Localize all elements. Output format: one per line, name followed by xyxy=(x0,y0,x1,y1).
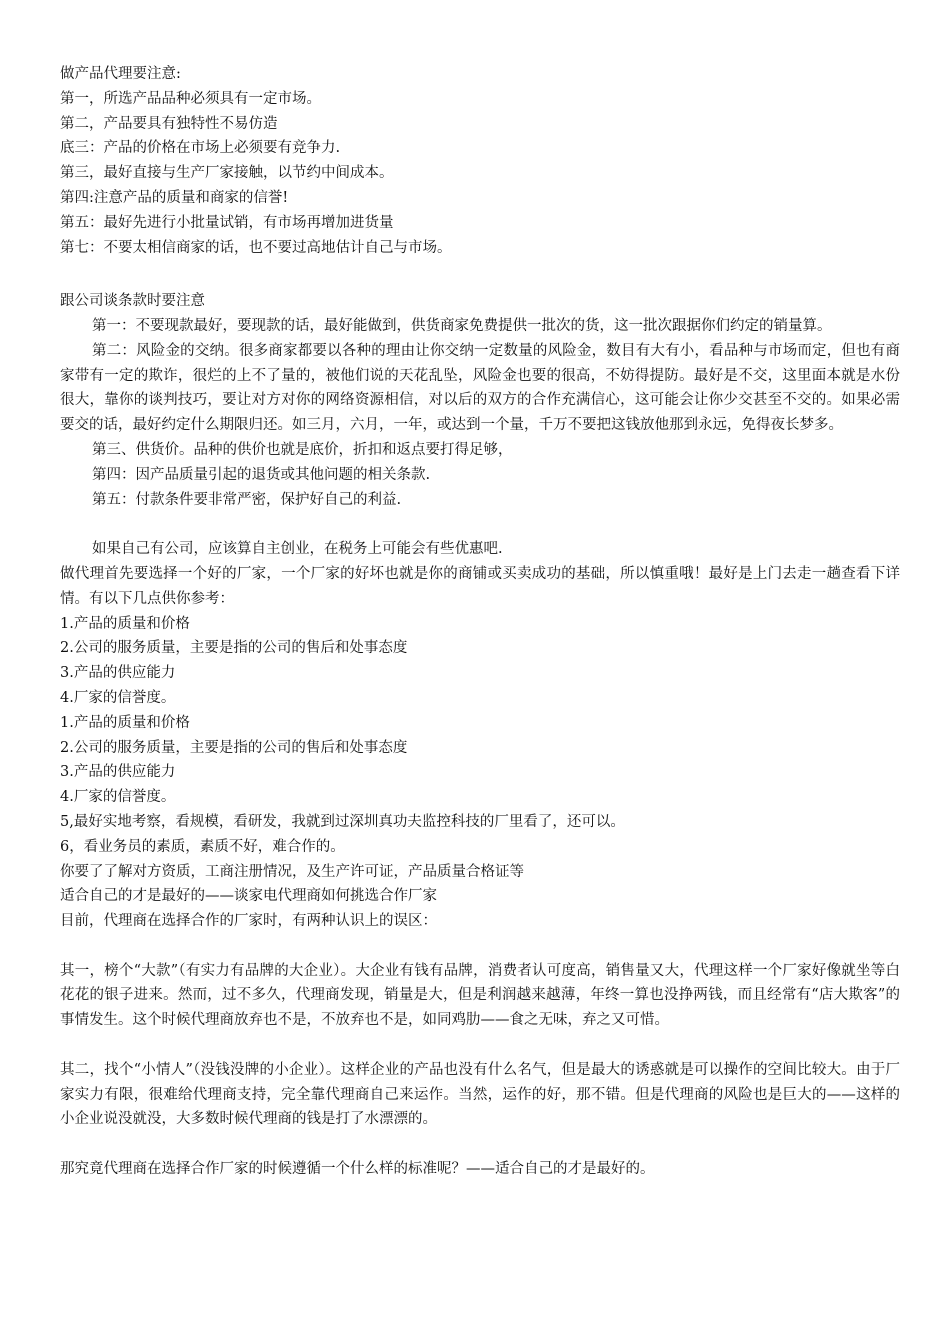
spacer xyxy=(60,934,900,959)
section2-item: 第四：因产品质量引起的退货或其他问题的相关条款. xyxy=(92,466,431,483)
section3-point: 3.产品的供应能力 xyxy=(60,764,176,781)
spacer xyxy=(60,512,900,537)
section3-point: 3.产品的供应能力 xyxy=(60,665,176,682)
spacer xyxy=(60,1132,900,1157)
section3-point: 5,最好实地考察，看规模，看研发，我就到过深圳真功夫监控科技的厂里看了，还可以。 xyxy=(60,813,625,830)
section4-paragraph: 那究竟代理商在选择合作厂家的时候遵循一个什么样的标准呢？——适合自己的才是最好的。 xyxy=(60,1161,655,1178)
section3-point: 4.厂家的信誉度。 xyxy=(60,789,176,806)
section1-item: 第三，最好直接与生产厂家接触，以节约中间成本。 xyxy=(60,165,394,182)
section3-lead: 做代理首先要选择一个好的厂家，一个厂家的好坏也就是你的商铺或买卖成功的基础，所以慎重哦！最好是上门去走一趟查看下详情。有以下几点供你参考： xyxy=(60,565,900,607)
section2-title: 跟公司谈条款时要注意 xyxy=(60,293,205,310)
section2-item: 第一：不要现款最好，要现款的话，最好能做到，供货商家免费提供一批次的货，这一批次跟据你们约定的销量算。 xyxy=(92,317,832,334)
section1-item: 第二，产品要具有独特性不易仿造 xyxy=(60,115,278,132)
section2-item: 第三、供货价。品种的供价也就是底价，折扣和返点要打得足够， xyxy=(92,441,513,458)
section3-point: 4.厂家的信誉度。 xyxy=(60,689,176,706)
section1-item: 第四:注意产品的质量和商家的信誉! xyxy=(60,189,289,206)
section2-item: 第二：风险金的交纳。很多商家都要以各种的理由让你交纳一定数量的风险金，数目有大有小，看品种与市场而定，但也有商家带有一定的欺诈，很烂的上不了量的，被他们说的天花乱坠，风险金也要的很高，不妨得提防。最好是不交，这里面本就是水份很大，靠你的谈判技巧，要让对方对你的网络资源相信，对以后的双方的合作充满信心，这可能会让你少交甚至不交的。如果必需要交的话，最好约定什么期限归还。如三月，六月，一年，或达到一个量，千万不要把这钱放他那到永远，免得夜长梦多。 xyxy=(60,342,900,434)
section4-paragraph: 其二，找个“小情人”（没钱没牌的小企业）。这样企业的产品也没有什么名气，但是最大的诱惑就是可以操作的空间比较大。由于厂家实力有限，很难给代理商支持，完全靠代理商自己来运作。当然，运作的好，那不错。但是代理商的风险也是巨大的——这样的小企业说没就没，大多数时候代理商的钱是打了水漂漂的。 xyxy=(60,1061,900,1128)
section3-point: 1.产品的质量和价格 xyxy=(60,714,190,731)
spacer xyxy=(60,260,900,285)
section2-item: 第五：付款条件要非常严密，保护好自己的利益. xyxy=(92,491,402,508)
section3-point: 6，看业务员的素质，素质不好，难合作的。 xyxy=(60,838,345,855)
section1-item: 第七：不要太相信商家的话，也不要过高地估计自己与市场。 xyxy=(60,239,452,256)
section4-paragraph: 其一，榜个“大款”（有实力有品牌的大企业）。大企业有钱有品牌，消费者认可度高，销售量又大，代理这样一个厂家好像就坐等白花花的银子进来。然而，过不多久，代理商发现，销量是大，但是利润越来越薄，年终一算也没挣两钱，而且经常有“店大欺客”的事情发生。这个时候代理商放弃也不是，不放弃也不是，如同鸡肋——食之无味，弃之又可惜。 xyxy=(60,962,900,1029)
section3-point: 适合自己的才是最好的——谈家电代理商如何挑选合作厂家 xyxy=(60,888,437,905)
section3-point: 2.公司的服务质量，主要是指的公司的售后和处事态度 xyxy=(60,739,408,756)
section3-intro: 如果自己有公司，应该算自主创业，在税务上可能会有些优惠吧. xyxy=(92,541,503,558)
section3-point: 2.公司的服务质量，主要是指的公司的售后和处事态度 xyxy=(60,640,408,657)
section1-item: 第一，所选产品品种必须具有一定市场。 xyxy=(60,90,321,107)
section3-point: 目前，代理商在选择合作的厂家时，有两种认识上的误区： xyxy=(60,913,437,930)
section3-point: 你要了了解对方资质，工商注册情况，及生产许可证，产品质量合格证等 xyxy=(60,863,524,880)
section1-item: 底三：产品的价格在市场上必须要有竞争力. xyxy=(60,140,341,157)
document-page xyxy=(60,62,900,1182)
section1-item: 第五：最好先进行小批量试销，有市场再增加进货量 xyxy=(60,214,394,231)
spacer xyxy=(60,1033,900,1058)
section3-point: 1.产品的质量和价格 xyxy=(60,615,190,632)
section1-title: 做产品代理要注意: xyxy=(60,66,181,82)
